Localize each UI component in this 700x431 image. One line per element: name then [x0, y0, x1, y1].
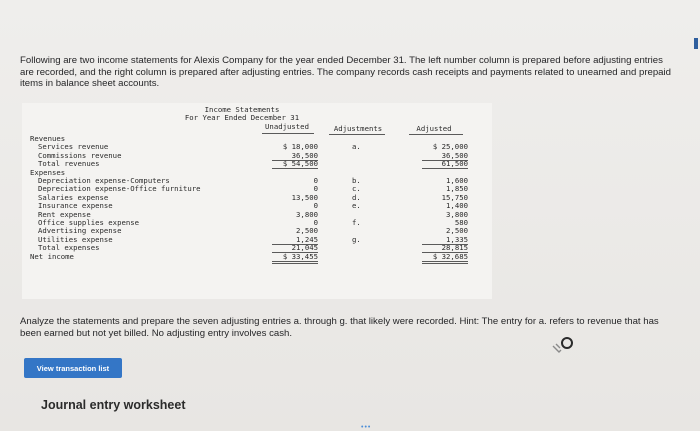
unadjusted-value: 2,500: [296, 226, 318, 236]
unadjusted-value: 0: [313, 201, 318, 211]
adjusted-value: 15,750: [441, 192, 468, 202]
total-double-rule: [272, 261, 318, 262]
total-double-rule: [272, 263, 318, 264]
header-rule-adjustments: [329, 134, 385, 135]
hint-icon[interactable]: [550, 336, 576, 354]
adjusted-value: 28,815: [441, 243, 468, 253]
unadjusted-value: $ 18,000: [282, 142, 318, 152]
unadjusted-value: $ 33,455: [282, 251, 318, 261]
adjusted-value: $ 32,685: [432, 251, 468, 261]
unadjusted-value: 1,245: [296, 234, 318, 244]
adjusted-value: 1,400: [446, 201, 468, 211]
adjusted-value: 580: [454, 218, 468, 227]
unadjusted-value: $ 54,500: [282, 159, 318, 169]
row-label: Services revenue: [38, 142, 109, 152]
adjusted-value: 1,335: [446, 234, 468, 244]
adjusted-value: 61,500: [441, 159, 468, 169]
row-label: Insurance expense: [38, 201, 113, 211]
row-label: Depreciation expense-Office furniture: [38, 184, 201, 194]
unadjusted-value: 13,500: [291, 192, 318, 202]
adjustment-letter: g.: [352, 234, 361, 244]
row-label: Expenses: [30, 167, 66, 177]
intro-paragraph: Following are two income statements for Alexis Company for the year ended December 31. The left number column is prepared before adjusting entries are recorded, and the right column is prepared after adjusting entries. The company records cash receipts and payments related to unearned and prepaid items in balance sheet accounts.: [20, 55, 671, 89]
unadjusted-value: 21,045: [291, 243, 318, 253]
adjustment-letter: d.: [352, 192, 361, 202]
unadjusted-value: 3,800: [296, 209, 318, 219]
column-header-adjusted: Adjusted: [416, 124, 452, 133]
income-statements-image: [22, 103, 492, 299]
row-label: Total revenues: [38, 159, 100, 169]
instruction-paragraph: Analyze the statements and prepare the seven adjusting entries a. through g. that likely were recorded. Hint: The entry for a. refers to revenue that has been earned but not yet billed. No adjusting entry involves cash.: [20, 316, 659, 339]
adjusted-value: 1,600: [446, 176, 468, 185]
journal-entry-worksheet-heading: Journal entry worksheet: [41, 398, 186, 412]
row-label: Net income: [30, 251, 74, 261]
unadjusted-value: 36,500: [291, 150, 318, 160]
row-label: Rent expense: [38, 209, 91, 219]
adjusted-value: $ 25,000: [432, 142, 468, 152]
unadjusted-value: 0: [313, 176, 318, 185]
column-header-unadjusted: Unadjusted: [265, 122, 309, 131]
statement-subtitle: For Year Ended December 31: [184, 113, 300, 122]
adjustment-letter: b.: [352, 176, 361, 185]
unadjusted-value: 0: [313, 218, 318, 227]
adjustment-letter: f.: [352, 218, 361, 227]
adjusted-value: 3,800: [446, 209, 468, 219]
adjustment-letter: c.: [352, 184, 361, 194]
scrollbar-marker: [694, 38, 698, 49]
row-label: Salaries expense: [38, 192, 109, 202]
row-label: Revenues: [30, 134, 66, 143]
total-double-rule: [422, 261, 468, 262]
subtotal-rule: [272, 168, 318, 169]
adjusted-value: 2,500: [446, 226, 468, 236]
adjustment-letter: e.: [352, 201, 361, 211]
header-rule-unadjusted: [262, 133, 314, 134]
adjustment-letter: a.: [352, 142, 361, 152]
adjusted-value: 1,850: [446, 184, 468, 194]
header-rule-adjusted: [409, 134, 463, 135]
view-transaction-list-button[interactable]: View transaction list: [24, 358, 122, 378]
row-label: Utilities expense: [38, 234, 113, 244]
total-double-rule: [422, 263, 468, 264]
row-label: Advertising expense: [38, 226, 122, 236]
row-label: Depreciation expense-Computers: [38, 176, 170, 185]
row-label: Commissions revenue: [38, 150, 122, 160]
pager-dots[interactable]: •••: [361, 424, 372, 431]
column-header-adjustments: Adjustments: [333, 124, 383, 133]
unadjusted-value: 0: [313, 184, 318, 194]
statement-title: Income Statements: [204, 105, 280, 114]
adjusted-value: 36,500: [441, 150, 468, 160]
row-label: Office supplies expense: [38, 218, 140, 227]
subtotal-rule: [422, 168, 468, 169]
row-label: Total expenses: [38, 243, 100, 253]
